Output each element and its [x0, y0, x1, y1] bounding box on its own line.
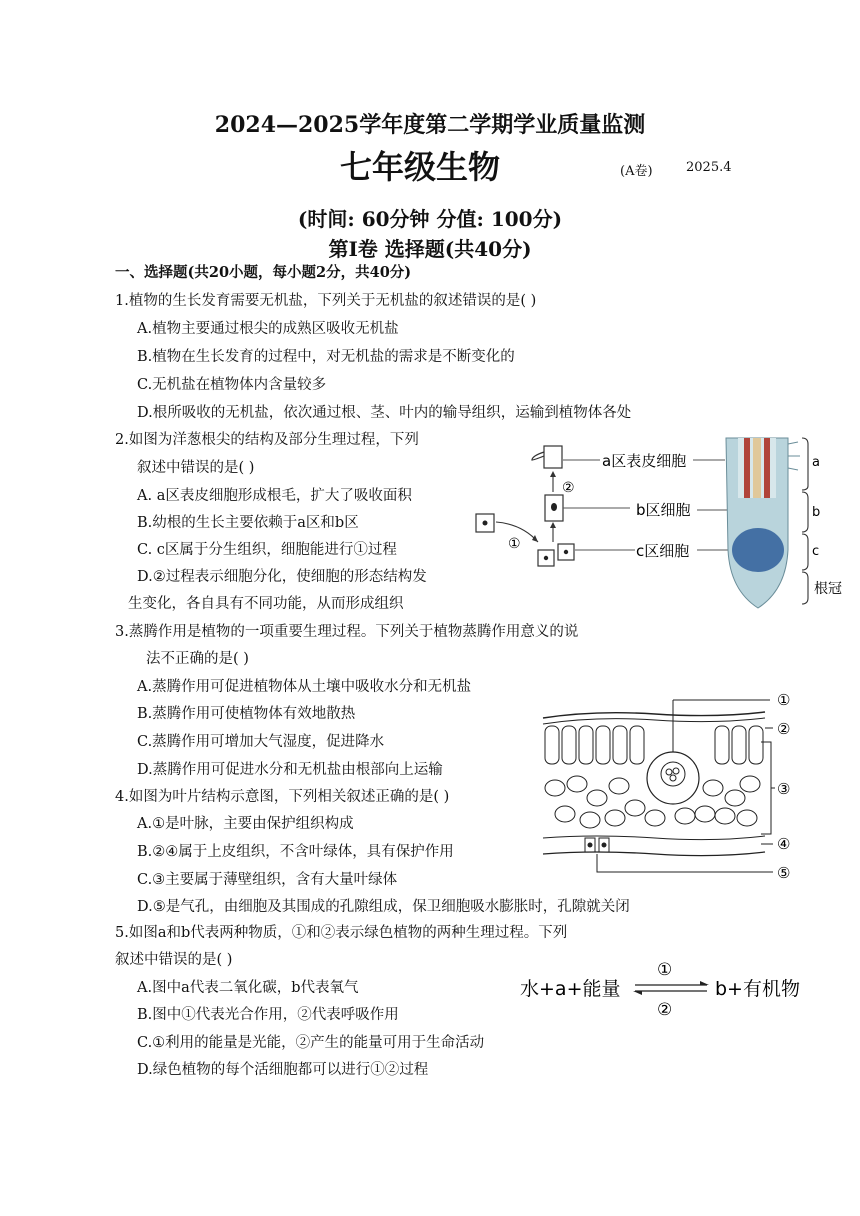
- exam-date: 2025.4: [686, 160, 732, 175]
- q2-option-d-line2: 生变化，各自具有不同功能，从而形成组织: [128, 596, 404, 612]
- spongy-cell: [625, 800, 645, 816]
- palisade-cell: [749, 726, 763, 764]
- spongy-cell: [645, 810, 665, 826]
- q2-stem-line1: 2.如图为洋葱根尖的结构及部分生理过程，下列: [115, 432, 419, 448]
- b-zone-cell-label: b区细胞: [636, 501, 691, 519]
- q4-option-b: B.②④属于上皮组织，不含叶绿体，具有保护作用: [137, 844, 454, 860]
- q2-option-d-line1: D.②过程表示细胞分化，使细胞的形态结构发: [137, 569, 427, 585]
- q4-option-c: C.③主要属于薄壁组织，含有大量叶绿体: [137, 872, 398, 888]
- subject-title: 七年级生物: [340, 148, 501, 186]
- q1-option-a: A.植物主要通过根尖的成熟区吸收无机盐: [137, 321, 399, 337]
- q3-option-c: C.蒸腾作用可增加大气湿度，促进降水: [137, 734, 385, 750]
- spongy-cell: [695, 806, 715, 822]
- spongy-cell: [587, 790, 607, 806]
- spongy-cell: [580, 812, 600, 828]
- part-title: 第Ⅰ卷 选择题(共40分): [328, 237, 532, 261]
- label-3: ③: [777, 780, 791, 798]
- process-2-label: ②: [657, 1000, 673, 1020]
- palisade-cell: [579, 726, 593, 764]
- q4-option-d: D.⑤是气孔，由细胞及其围成的孔隙组成，保卫细胞吸水膨胀时，孔隙就关闭: [137, 899, 630, 915]
- q2-stem-line2: 叙述中错误的是( ): [137, 460, 255, 476]
- palisade-cell: [562, 726, 576, 764]
- q5-stem-line2: 叙述中错误的是( ): [115, 952, 233, 968]
- spongy-cell: [675, 808, 695, 824]
- spongy-cell: [605, 810, 625, 826]
- spongy-cell: [567, 776, 587, 792]
- spongy-cell: [725, 790, 745, 806]
- q4-stem: 4.如图为叶片结构示意图，下列相关叙述正确的是( ): [115, 789, 450, 805]
- process-1-label: ①: [508, 536, 521, 552]
- process-2-label: ②: [562, 480, 575, 496]
- c-zone-cell-label: c区细胞: [636, 542, 690, 560]
- q1-option-c: C.无机盐在植物体内含量较多: [137, 377, 327, 393]
- label-1: ①: [777, 691, 791, 709]
- time-score: (时间: 60分钟 分值: 100分): [297, 207, 563, 231]
- q3-option-b: B.蒸腾作用可使植物体有效地散热: [137, 706, 356, 722]
- reactants-label: 水+a+能量: [520, 978, 621, 1000]
- palisade-cell: [732, 726, 746, 764]
- q5-option-c: C.①利用的能量是光能，②产生的能量可用于生命活动: [137, 1035, 485, 1051]
- root-cap-label: 根冠: [814, 581, 842, 597]
- label-5: ⑤: [777, 864, 791, 882]
- q2-option-b: B.幼根的生长主要依赖于a区和b区: [137, 515, 359, 531]
- exam-title: 2024—2025学年度第二学期学业质量监测: [214, 112, 646, 138]
- section-heading: 一、选择题(共20小题，每小题2分，共40分): [115, 264, 412, 281]
- a-zone-cell-label: a区表皮细胞: [602, 452, 687, 470]
- spongy-cell: [703, 780, 723, 796]
- q3-option-d: D.蒸腾作用可促进水分和无机盐由根部向上运输: [137, 762, 443, 778]
- q3-option-a: A.蒸腾作用可促进植物体从土壤中吸收水分和无机盐: [137, 679, 472, 695]
- q1-option-d: D.根所吸收的无机盐，依次通过根、茎、叶内的输导组织，运输到植物体各处: [137, 405, 632, 421]
- q3-stem-line2: 法不正确的是( ): [146, 651, 249, 667]
- q1-option-b: B.植物在生长发育的过程中，对无机盐的需求是不断变化的: [137, 349, 515, 365]
- process-1-label: ①: [657, 960, 673, 980]
- spongy-cell: [609, 778, 629, 794]
- label-4: ④: [777, 835, 791, 853]
- q3-stem-line1: 3.蒸腾作用是植物的一项重要生理过程。下列关于植物蒸腾作用意义的说: [115, 624, 579, 640]
- palisade-cell: [613, 726, 627, 764]
- q5-option-d: D.绿色植物的每个活细胞都可以进行①②过程: [137, 1062, 429, 1078]
- q5-option-b: B.图中①代表光合作用，②代表呼吸作用: [137, 1007, 399, 1023]
- q2-option-c: C. c区属于分生组织，细胞能进行①过程: [137, 542, 397, 558]
- spongy-cell: [715, 808, 735, 824]
- palisade-cell: [715, 726, 729, 764]
- spongy-cell: [740, 776, 760, 792]
- q4-option-a: A.①是叶脉，主要由保护组织构成: [137, 816, 354, 832]
- palisade-cell: [596, 726, 610, 764]
- label-2: ②: [777, 720, 791, 738]
- palisade-cell: [545, 726, 559, 764]
- palisade-cell: [630, 726, 644, 764]
- vein-bundle: [647, 752, 699, 804]
- paper-type: (A卷): [620, 164, 653, 179]
- photosynthesis-respiration-figure: [515, 955, 815, 1025]
- spongy-cell: [737, 810, 757, 826]
- spongy-cell: [555, 806, 575, 822]
- zone-c-label: c: [812, 544, 820, 559]
- q1-stem: 1.植物的生长发育需要无机盐，下列关于无机盐的叙述错误的是( ): [115, 293, 537, 309]
- zone-b-label: b: [812, 505, 821, 520]
- products-label: b+有机物: [715, 978, 800, 1000]
- q2-option-a: A. a区表皮细胞形成根毛，扩大了吸收面积: [137, 488, 412, 504]
- q5-option-a: A.图中a代表二氧化碳，b代表氧气: [137, 980, 359, 996]
- spongy-cell: [545, 780, 565, 796]
- zone-a-label: a: [812, 455, 820, 470]
- q5-stem-line1: 5.如图a和b代表两种物质，①和②表示绿色植物的两种生理过程。下列: [115, 925, 568, 941]
- leaf-section-figure: [535, 688, 835, 888]
- root-tip-figure: [470, 430, 855, 610]
